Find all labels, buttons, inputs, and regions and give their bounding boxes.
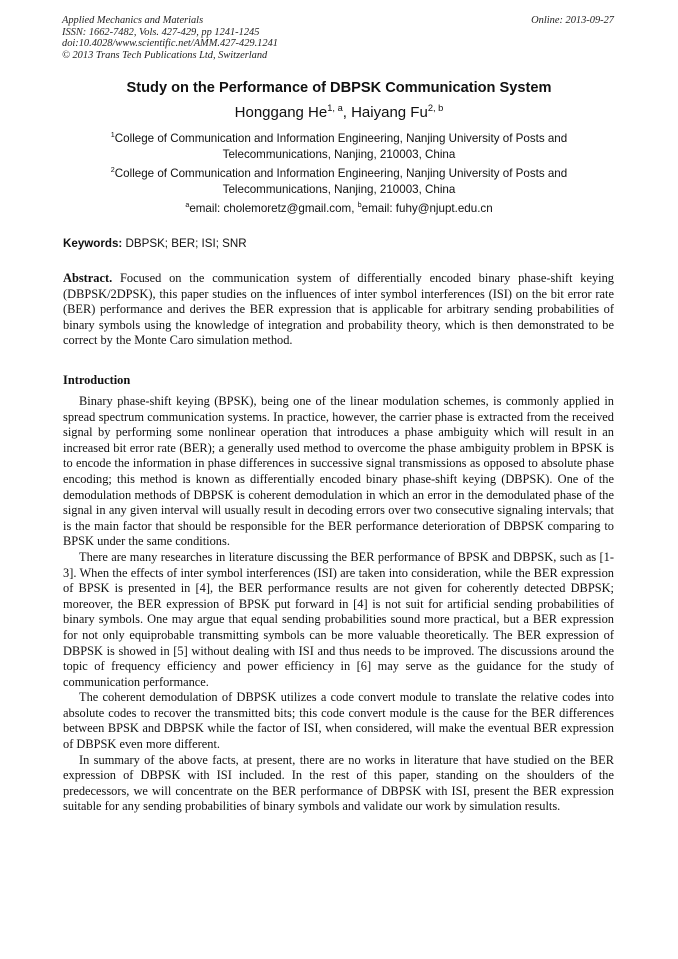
email-a: email: cholemoretz@gmail.com, [189,202,358,215]
author-2-superscript: 2, b [427,103,444,113]
journal-issn: ISSN: 1662-7482, Vols. 427-429, pp 1241-1245 [62,26,260,38]
paper-title: Study on the Performance of DBPSK Communication System [126,80,552,96]
introduction-body [63,394,614,815]
author-separator: , [342,104,352,121]
email-b-superscript: b [357,200,362,210]
affiliation-2-superscript: 2 [110,165,115,175]
journal-doi: doi:10.4028/www.scientific.net/AMM.427-429.1241 [62,38,278,50]
intro-paragraph: In summary of the above facts, at present, there are no works in literature that have studied on the BER expression of DBPSK with ISI included. In the rest of this paper, standing on the shoulders of the predecessors, we will concentrate on the BER performance of DBPSK with ISI, present the BER expression suitable for any sending probabilities of binary symbols and validate our work by simulation results. [63,752,614,814]
author-1-superscript: 1, a [327,103,343,113]
journal-header [62,15,462,61]
keywords-text: DBPSK; BER; ISI; SNR [122,237,247,250]
abstract-text: Focused on the communication system of differentially encoded binary phase-shift keying (DBPSK/2DPSK), this paper studies on the influences of inter symbol interferences (ISI) on the bit error rate (BER) performance and derives the BER expression that is applicable for arbitrary sending probabilities of binary symbols using the knowledge of integration and probability theory, which is then demonstrated to be correct by the Monte Caro simulation method. [63,271,614,348]
abstract-label: Abstract. [63,271,113,285]
keywords-line [63,236,247,252]
section-heading-introduction: Introduction [63,373,131,387]
email-a-superscript: a [185,200,190,210]
author-1: Honggang He [234,104,328,121]
affiliation-2 [80,166,598,198]
affiliation-2-text: College of Communication and Information Engineering, Nanjing University of Posts and Telecommunications, Nanjing, 210003, China [114,167,568,196]
affiliation-1 [80,131,598,163]
online-date: Online: 2013-09-27 [531,15,614,26]
intro-paragraph: The coherent demodulation of DBPSK utilizes a code convert module to translate the relative codes into absolute codes to recover the transmitted bits; this code convert module is the cause for the BER differences between BPSK and DBPSK while the factor of ISI, when considered, will make the eventual BER expression of DBPSK even more different. [63,690,614,752]
affiliation-1-text: College of Communication and Information Engineering, Nanjing University of Posts and Telecommunications, Nanjing, 210003, China [114,132,568,161]
journal-name: Applied Mechanics and Materials [62,15,204,26]
author-line [0,103,678,123]
author-2: Haiyang Fu [351,104,428,121]
affiliation-1-superscript: 1 [110,130,115,140]
intro-paragraph: Binary phase-shift keying (BPSK), being one of the linear modulation schemes, is commonly applied in spread spectrum communication systems. In practice, however, the carrier phase is extracted from the received signal by performing some nonlinear operation that introduces a phase ambiguity which will result in an increased bit error rate (BER); a generally used method to overcome the phase ambiguity problem in BPSK is to encode the information in phase differences in successive signal transmissions as opposed to absolute phase encoding; this method is known as differentially encoded binary phase-shift keying (DBPSK). One of the demodulation methods of DBPSK is coherent demodulation in which an error in the demodulated phase of the signal in any given interval will usually result in decoding errors over two consecutive signaling intervals; that is the main factor that should be responsible for the BER performance deterioration of DBPSK comparing to BPSK under the same conditions. [63,394,614,549]
journal-copyright: © 2013 Trans Tech Publications Ltd, Switzerland [62,49,268,61]
email-b: email: fuhy@njupt.edu.cn [361,202,493,215]
keywords-label: Keywords: [63,237,123,250]
email-line [0,201,678,217]
abstract [63,271,614,349]
intro-paragraph: There are many researches in literature discussing the BER performance of BPSK and DBPSK, such as [1-3]. When the effects of inter symbol interferences (ISI) are taken into consideration, while the BER expression of BPSK is presented in [4], the BER performance results are not given for coherently detected DBPSK; moreover, the BER expression of BPSK put forward in [4] is not suit for artificial sending probabilities of binary symbols. One may argue that equal sending probabilities sound more practical, but a BER expression for not only equiprobable transmitting symbols can be more valuable theoretically. The BER expression of DBPSK is showed in [5] without dealing with ISI and thus needs to be improved. The discussions around the topic of frequency efficiency and power efficiency in [6] may serve as the guidance for the study of communication performance. [63,549,614,689]
